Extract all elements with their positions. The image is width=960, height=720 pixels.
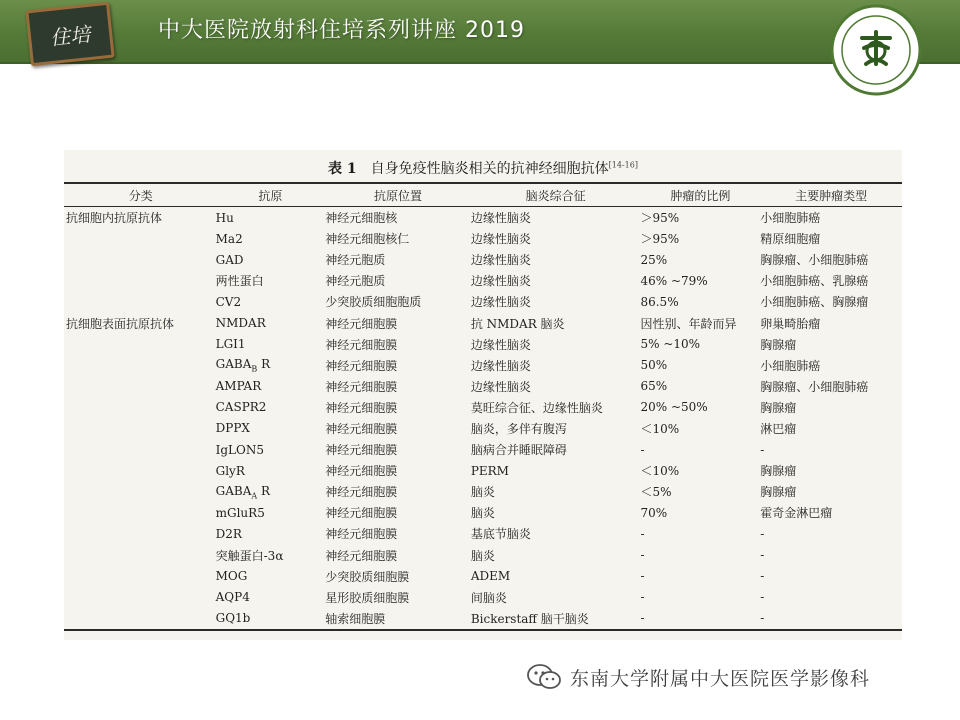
cell-tumor-ratio: 65% bbox=[640, 379, 668, 394]
cell-tumor-ratio: - bbox=[640, 442, 645, 457]
cell-antigen: IgLON5 bbox=[215, 442, 264, 457]
cell-category bbox=[64, 355, 216, 376]
cell-syndrome: PERM bbox=[470, 463, 509, 478]
cell-antigen: LGI1 bbox=[215, 337, 246, 352]
cell-tumor-type: 小细胞肺癌 bbox=[760, 358, 821, 373]
cell-syndrome: 脑炎 bbox=[470, 485, 495, 500]
cell-syndrome: 边缘性脑炎 bbox=[470, 379, 531, 394]
table-caption bbox=[64, 158, 902, 178]
cell-syndrome: 边缘性脑炎 bbox=[470, 274, 531, 289]
cell-antigen: mGluR5 bbox=[215, 505, 265, 520]
cell-location: 神经元细胞膜 bbox=[325, 527, 398, 542]
cell-category bbox=[64, 608, 216, 630]
table-row bbox=[64, 502, 902, 523]
table-row bbox=[64, 355, 902, 376]
cell-tumor-ratio: 70% bbox=[640, 505, 668, 520]
cell-category bbox=[64, 439, 216, 460]
table-header-row bbox=[64, 183, 902, 207]
cell-tumor-type: - bbox=[760, 611, 765, 626]
header-antigen-location: 抗原位置 bbox=[374, 188, 423, 203]
footer-text: 东南大学附属中大医院医学影像科 bbox=[570, 667, 871, 690]
cell-category bbox=[64, 460, 216, 481]
cell-tumor-ratio: 86.5% bbox=[640, 294, 679, 309]
cell-antigen: 突触蛋白-3α bbox=[215, 548, 284, 563]
table-row bbox=[64, 228, 902, 249]
cell-location: 神经元细胞膜 bbox=[325, 548, 398, 563]
cell-tumor-type: 小细胞肺癌、胸腺瘤 bbox=[760, 295, 869, 310]
cell-tumor-ratio: 25% bbox=[640, 252, 668, 267]
header-syndrome: 脑炎综合征 bbox=[525, 188, 586, 203]
cell-location: 神经元细胞膜 bbox=[325, 379, 398, 394]
footer-watermark bbox=[526, 662, 870, 692]
header-tumor-ratio: 肿瘤的比例 bbox=[670, 188, 731, 203]
cell-antigen: $GABA_A$ R bbox=[215, 483, 271, 500]
cell-location: 少突胶质细胞胞质 bbox=[325, 295, 422, 310]
cell-tumor-ratio: ＜5% bbox=[640, 485, 672, 500]
cell-category bbox=[64, 545, 216, 566]
cell-syndrome: 基底节脑炎 bbox=[470, 527, 531, 542]
cell-location: 星形胶质细胞膜 bbox=[325, 590, 410, 605]
cell-location: 神经元细胞膜 bbox=[325, 337, 398, 352]
cell-antigen: Ma2 bbox=[215, 231, 243, 246]
cell-tumor-type: 霍奇金淋巴瘤 bbox=[760, 506, 833, 521]
table-row bbox=[64, 481, 902, 502]
cell-category: 抗细胞内抗原抗体 bbox=[66, 211, 163, 226]
cell-location: 神经元细胞膜 bbox=[325, 506, 398, 521]
cell-tumor-type: 胸腺瘤 bbox=[760, 337, 797, 352]
cell-antigen: CASPR2 bbox=[215, 400, 267, 415]
cell-syndrome: 边缘性脑炎 bbox=[470, 337, 531, 352]
cell-syndrome: Bickerstaff 脑干脑炎 bbox=[470, 611, 589, 626]
cell-antigen: GQ1b bbox=[215, 611, 251, 626]
cell-syndrome: 抗 NMDAR 脑炎 bbox=[470, 316, 565, 331]
cell-syndrome: 边缘性脑炎 bbox=[470, 358, 531, 373]
cell-tumor-type: 小细胞肺癌 bbox=[760, 211, 821, 226]
cell-syndrome: ADEM bbox=[470, 569, 511, 584]
header-category: 分类 bbox=[128, 188, 153, 203]
cell-tumor-ratio: ＜10% bbox=[640, 421, 680, 436]
cell-tumor-type: 胸腺瘤、小细胞肺癌 bbox=[760, 379, 869, 394]
cell-antigen: MOG bbox=[215, 569, 248, 584]
cell-antigen: $GABA_B$ R bbox=[215, 357, 271, 374]
cell-antigen: Hu bbox=[215, 210, 234, 225]
cell-category bbox=[64, 523, 216, 544]
cell-category bbox=[64, 228, 216, 249]
cell-location: 神经元细胞膜 bbox=[325, 464, 398, 479]
cell-tumor-type: 胸腺瘤、小细胞肺癌 bbox=[760, 253, 869, 268]
cell-category bbox=[64, 291, 216, 312]
cell-category bbox=[64, 587, 216, 608]
cell-category bbox=[64, 566, 216, 587]
cell-antigen: 两性蛋白 bbox=[215, 274, 264, 289]
cell-location: 神经元细胞膜 bbox=[325, 421, 398, 436]
cell-tumor-type: 胸腺瘤 bbox=[760, 400, 797, 415]
antibody-table bbox=[64, 182, 902, 631]
cell-category bbox=[64, 418, 216, 439]
header-banner bbox=[0, 0, 960, 64]
cell-syndrome: 脑炎，多伴有腹泻 bbox=[470, 421, 567, 436]
badge-text: 住培 bbox=[49, 21, 92, 50]
table-row bbox=[64, 270, 902, 291]
table-reference: [14-16] bbox=[608, 160, 638, 170]
cell-antigen: GlyR bbox=[215, 463, 245, 478]
table-row bbox=[64, 291, 902, 312]
cell-tumor-type: 小细胞肺癌、乳腺癌 bbox=[760, 274, 869, 289]
cell-location: 神经元细胞核仁 bbox=[325, 232, 410, 247]
table-row bbox=[64, 312, 902, 333]
table-row bbox=[64, 397, 902, 418]
cell-tumor-ratio: ＞95% bbox=[640, 211, 680, 226]
cell-category bbox=[64, 397, 216, 418]
cell-tumor-type: - bbox=[760, 526, 765, 541]
cell-location: 神经元胞质 bbox=[325, 253, 386, 268]
cell-tumor-type: - bbox=[760, 590, 765, 605]
cell-location: 神经元细胞膜 bbox=[325, 316, 398, 331]
cell-syndrome: 边缘性脑炎 bbox=[470, 232, 531, 247]
cell-antigen: AQP4 bbox=[215, 590, 250, 605]
cell-syndrome: 边缘性脑炎 bbox=[470, 211, 531, 226]
antibody-table-scan bbox=[64, 150, 902, 640]
cell-location: 神经元细胞膜 bbox=[325, 443, 398, 458]
table-row bbox=[64, 545, 902, 566]
cell-tumor-ratio: - bbox=[640, 611, 645, 626]
hospital-seal-logo bbox=[828, 2, 924, 98]
cell-antigen: AMPAR bbox=[215, 379, 262, 394]
cell-category bbox=[64, 502, 216, 523]
cell-category bbox=[64, 376, 216, 397]
cell-tumor-ratio: - bbox=[640, 590, 645, 605]
cell-tumor-ratio: 5% ~10% bbox=[640, 337, 701, 352]
cell-antigen: DPPX bbox=[215, 421, 250, 436]
cell-tumor-ratio: 50% bbox=[640, 358, 668, 373]
cell-category bbox=[64, 249, 216, 270]
cell-antigen: CV2 bbox=[215, 294, 242, 309]
cell-tumor-type: 精原细胞瘤 bbox=[760, 232, 821, 247]
cell-location: 轴索细胞膜 bbox=[325, 611, 386, 626]
cell-tumor-type: 卵巢畸胎瘤 bbox=[760, 316, 821, 331]
table-number: 表 1 bbox=[328, 161, 357, 177]
table-row bbox=[64, 608, 902, 630]
table-row bbox=[64, 376, 902, 397]
table-title: 自身免疫性脑炎相关的抗神经细胞抗体 bbox=[370, 161, 609, 177]
cell-tumor-ratio: 46% ~79% bbox=[640, 273, 708, 288]
table-row bbox=[64, 418, 902, 439]
header-antigen: 抗原 bbox=[258, 188, 283, 203]
cell-antigen: NMDAR bbox=[215, 316, 266, 331]
chalkboard-badge bbox=[25, 2, 114, 66]
table-row bbox=[64, 439, 902, 460]
page-title: 中大医院放射科住培系列讲座 2019 bbox=[158, 18, 525, 43]
wechat-icon bbox=[526, 663, 562, 691]
cell-location: 神经元胞质 bbox=[325, 274, 386, 289]
cell-location: 神经元细胞膜 bbox=[325, 485, 398, 500]
cell-tumor-ratio: 20% ~50% bbox=[640, 400, 708, 415]
cell-tumor-ratio: ＜10% bbox=[640, 464, 680, 479]
cell-tumor-type: - bbox=[760, 569, 765, 584]
cell-syndrome: 脑炎 bbox=[470, 506, 495, 521]
cell-tumor-type: - bbox=[760, 548, 765, 563]
cell-tumor-ratio: ＞95% bbox=[640, 232, 680, 247]
cell-tumor-type: 淋巴瘤 bbox=[760, 421, 797, 436]
cell-antigen: D2R bbox=[215, 526, 242, 541]
cell-tumor-ratio: - bbox=[640, 526, 645, 541]
cell-tumor-type: - bbox=[760, 442, 765, 457]
table-row bbox=[64, 249, 902, 270]
table-row bbox=[64, 460, 902, 481]
cell-antigen: GAD bbox=[215, 252, 244, 267]
table-row bbox=[64, 523, 902, 544]
cell-syndrome: 莫旺综合征、边缘性脑炎 bbox=[470, 400, 603, 415]
cell-location: 神经元细胞膜 bbox=[325, 400, 398, 415]
cell-syndrome: 间脑炎 bbox=[470, 590, 507, 605]
cell-tumor-type: 胸腺瘤 bbox=[760, 464, 797, 479]
cell-tumor-ratio: - bbox=[640, 548, 645, 563]
cell-syndrome: 边缘性脑炎 bbox=[470, 253, 531, 268]
header-tumor-type: 主要肿瘤类型 bbox=[795, 188, 868, 203]
cell-syndrome: 脑炎 bbox=[470, 548, 495, 563]
cell-location: 神经元细胞膜 bbox=[325, 358, 398, 373]
cell-tumor-ratio: - bbox=[640, 569, 645, 584]
cell-tumor-ratio: 因性别、年龄而异 bbox=[640, 316, 737, 331]
cell-category bbox=[64, 334, 216, 355]
table-row bbox=[64, 207, 902, 229]
table-row bbox=[64, 587, 902, 608]
cell-location: 少突胶质细胞膜 bbox=[325, 569, 410, 584]
cell-category: 抗细胞表面抗原抗体 bbox=[66, 316, 175, 331]
cell-category bbox=[64, 270, 216, 291]
cell-location: 神经元细胞核 bbox=[325, 211, 398, 226]
table-row bbox=[64, 334, 902, 355]
table-row bbox=[64, 566, 902, 587]
cell-category bbox=[64, 481, 216, 502]
cell-syndrome: 脑病合并睡眠障碍 bbox=[470, 443, 567, 458]
cell-tumor-type: 胸腺瘤 bbox=[760, 485, 797, 500]
cell-syndrome: 边缘性脑炎 bbox=[470, 295, 531, 310]
